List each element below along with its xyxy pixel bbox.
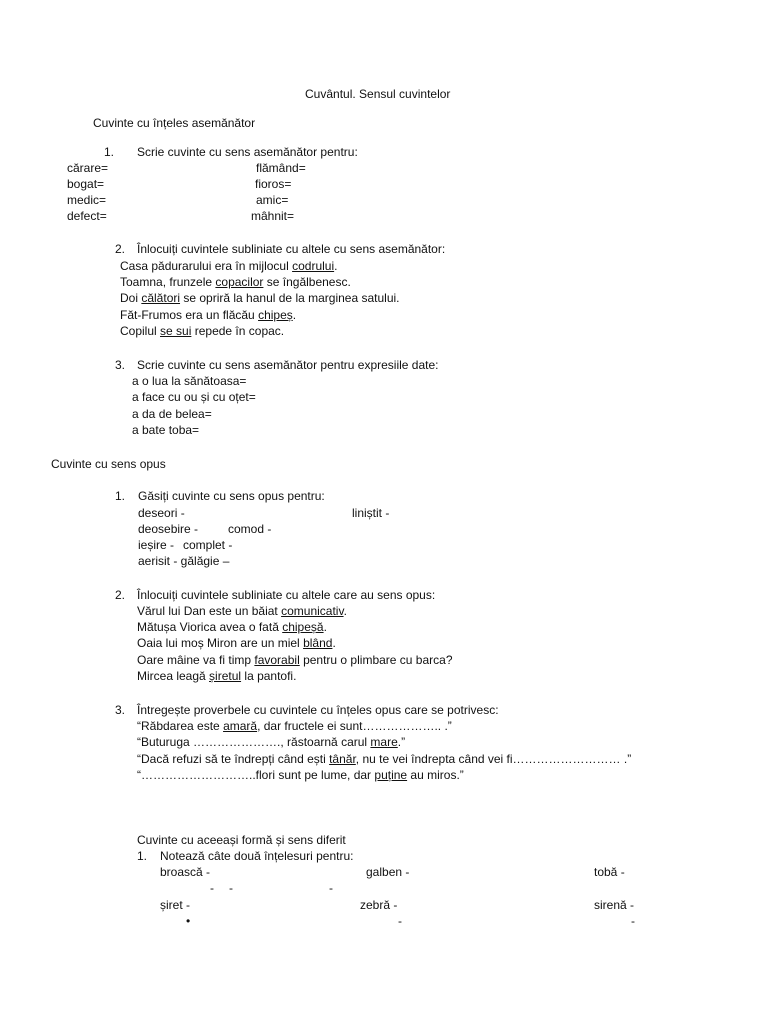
sentence: Toamna, frunzele copacilor se îngălbenesc. [120,275,351,289]
word-item: defect= [67,209,107,223]
page-title: Cuvântul. Sensul cuvintelor [305,87,451,101]
underlined-word: codrului [292,259,335,273]
underlined-word: copacilor [215,275,264,289]
sentence: Făt-Frumos era un flăcău chipeș. [120,308,297,322]
exercise-prompt: Găsiți cuvinte cu sens opus pentru: [138,489,325,503]
word-item: mâhnit= [251,209,295,223]
expression-item: a o lua la sănătoasa= [132,374,247,388]
proverb: “Dacă refuzi să te îndrepți când ești tânăr, nu te vei îndrepta când vei fi……………………… .” [137,752,632,766]
sentence: Oaia lui moș Miron are un miel blând. [137,636,336,650]
word-item: fioros= [255,177,292,191]
word-item: medic= [67,193,107,207]
underlined-word: favorabil [254,653,300,667]
word-item: tobă - [594,865,625,879]
underlined-word: chipeș [258,308,293,322]
underlined-word: tânăr [329,752,356,766]
sentence: Copilul se sui repede în copac. [120,324,285,338]
exercise-number: 1. [137,849,148,863]
underlined-word: amară [223,719,258,733]
word-item: aerisit - gălăgie – [138,554,230,568]
exercise-number: 3. [115,358,126,372]
word-item: șiret - [160,898,190,912]
exercise-number: 1. [115,489,126,503]
exercise-prompt: Înlocuiți cuvintele subliniate cu altele cu sens asemănător: [137,242,446,256]
section-heading-synonyms: Cuvinte cu înțeles asemănător [93,116,256,130]
expression-item: a bate toba= [132,423,200,437]
underlined-word: se sui [160,324,192,338]
word-item: deosebire - [138,522,199,536]
word-item: comod - [228,522,272,536]
sentence: Vărul lui Dan este un băiat comunicativ. [137,604,347,618]
bullet: • [186,914,191,928]
sentence: Casa pădurarului era în mijlocul codrului. [120,259,338,273]
exercise-prompt: Înlocuiți cuvintele subliniate cu altele care au sens opus: [137,588,436,602]
word-item: sirenă - [594,898,635,912]
word-item: deseori - [138,506,185,520]
sentence: Mătușa Viorica avea o fată chipeșă. [137,620,327,634]
dash: - [229,881,233,895]
word-item: flămând= [256,161,306,175]
word-item: galben - [366,865,410,879]
expression-item: a da de belea= [132,407,212,421]
underlined-word: puține [374,768,408,782]
sentence: Doi călători se opriră la hanul de la marginea satului. [120,291,400,305]
section-heading-antonyms: Cuvinte cu sens opus [51,457,166,471]
exercise-prompt: Întregește proverbele cu cuvintele cu înțeles opus care se potrivesc: [137,703,499,717]
word-item: broască - [160,865,211,879]
expression-item: a face cu ou și cu oțet= [132,390,256,404]
underlined-word: chipeșă [282,620,324,634]
word-item: liniștit - [352,506,390,520]
proverb: “Răbdarea este amară, dar fructele ei sunt……………….. .” [137,719,452,733]
exercise-number: 2. [115,588,126,602]
exercise-number: 1. [104,145,115,159]
dash: - [329,881,333,895]
proverb: “Buturuga …………………., răstoarnă carul mare.” [137,735,406,749]
word-item: zebră - [360,898,398,912]
underlined-word: șiretul [209,669,242,683]
proverb: “………………………..flori sunt pe lume, dar puține au miros.” [137,768,464,782]
underlined-word: călători [141,291,181,305]
dash: - [631,914,635,928]
section-heading-homonyms: Cuvinte cu aceeași formă și sens diferit [137,833,346,847]
underlined-word: mare [370,735,398,749]
sentence: Mircea leagă șiretul la pantofi. [137,669,297,683]
word-item: ieșire - [138,538,175,552]
underlined-word: comunicativ [281,604,344,618]
exercise-prompt: Scrie cuvinte cu sens asemănător pentru expresiile date: [137,358,439,372]
exercise-number: 3. [115,703,126,717]
word-item: complet - [183,538,233,552]
dash: - [398,914,402,928]
word-item: amic= [256,193,289,207]
exercise-prompt: Scrie cuvinte cu sens asemănător pentru: [137,145,358,159]
underlined-word: blând [303,636,333,650]
word-item: bogat= [67,177,105,191]
exercise-number: 2. [115,242,126,256]
dash: - [210,881,214,895]
word-item: cărare= [67,161,109,175]
exercise-prompt: Notează câte două înțelesuri pentru: [160,849,354,863]
sentence: Oare mâine va fi timp favorabil pentru o plimbare cu barca? [137,653,453,667]
